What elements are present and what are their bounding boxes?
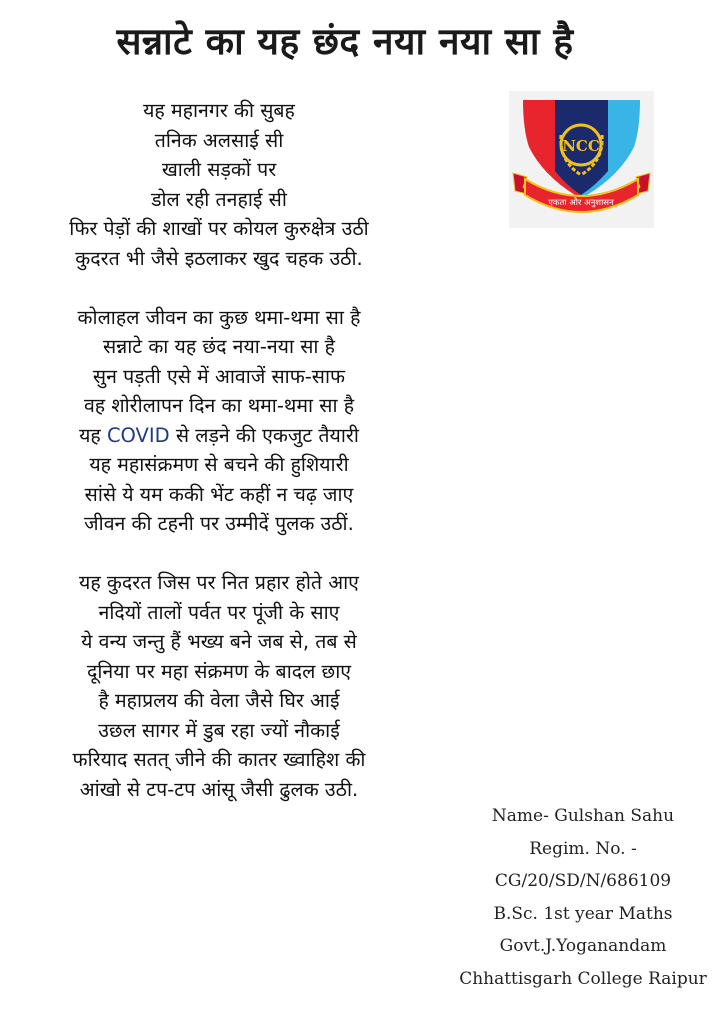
poem-line: सांसे ये यम ककी भेंट कहीं न चढ़ जाए bbox=[84, 482, 354, 506]
poem-title: सन्नाटे का यह छंद नया नया सा है bbox=[116, 20, 574, 63]
author-name: Name- Gulshan Sahu bbox=[491, 806, 675, 826]
poem-line: आंखो से टप-टप आंसू जैसी ढुलक उठी. bbox=[79, 777, 359, 801]
ncc-emblem-icon bbox=[509, 91, 654, 228]
poem-line: यह महानगर की सुबह bbox=[143, 99, 295, 122]
stanza-spacer bbox=[4, 273, 434, 303]
poem-line: फिर पेड़ों की शाखों पर कोयल कुरुक्षेत्र उठी bbox=[69, 217, 369, 240]
poem-line: खाली सड़कों पर bbox=[161, 158, 277, 181]
poem-line: डोल रही तनहाई सी bbox=[151, 187, 287, 211]
ncc-motto-text: एकता और अनुशासन bbox=[548, 198, 614, 208]
poem-line: तनिक अलसाई सी bbox=[154, 128, 284, 152]
line-part: यह bbox=[79, 423, 107, 447]
poem-line: जीवन की टहनी पर उम्मीदें पुलक उठीं. bbox=[84, 512, 354, 535]
regim-label: Regim. No. - bbox=[529, 838, 637, 859]
poem-line: सुन पड़ती एसे में आवाजें साफ-साफ bbox=[92, 364, 346, 388]
course: B.Sc. 1st year Maths bbox=[493, 903, 673, 924]
poem-line: कुदरत भी जैसे इठलाकर खुद चहक उठी. bbox=[75, 246, 363, 270]
poem-line: नदियों तालों पर्वत पर पूंजी के साए bbox=[98, 600, 340, 624]
poem-line: यह कुदरत जिस पर नित प्रहार होते आए bbox=[79, 571, 359, 594]
poem-line: फरियाद सतत् जीने की कातर ख्वाहिश की bbox=[72, 748, 366, 771]
covid-highlight: COVID bbox=[106, 423, 170, 447]
stanza-3 bbox=[4, 568, 434, 804]
stanza-1 bbox=[4, 96, 434, 273]
poem-line: है महाप्रलय की वेला जैसे घिर आई bbox=[98, 689, 340, 712]
poem-line: कोलाहल जीवन का कुछ थमा-थमा सा है bbox=[77, 305, 361, 329]
poem-line: उछल सागर में डुब रहा ज्यों नौकाई bbox=[98, 718, 340, 742]
college-line-1: Govt.J.Yoganandam bbox=[499, 936, 667, 956]
ncc-logo-text: NCC bbox=[562, 137, 600, 155]
poem-line: दूनिया पर महा संक्रमण के बादल छाए bbox=[86, 659, 352, 683]
author-info bbox=[440, 800, 726, 995]
college-line-2: Chhattisgarh College Raipur bbox=[459, 968, 707, 989]
poem-body bbox=[4, 96, 434, 804]
poem-line: ये वन्य जन्तु हैं भख्य बने जब से, तब से bbox=[81, 630, 357, 653]
poem-line: यह महासंक्रमण से बचने की हुशियारी bbox=[89, 453, 349, 476]
poem-line: वह शोरीलापन दिन का थमा-थमा सा है bbox=[83, 394, 355, 417]
ncc-logo bbox=[509, 91, 654, 228]
stanza-2 bbox=[4, 303, 434, 539]
stanza-spacer bbox=[4, 539, 434, 569]
poem-line-covid bbox=[4, 421, 434, 451]
poem-line: सन्नाटे का यह छंद नया-नया सा है bbox=[102, 335, 336, 358]
regim-number: CG/20/SD/N/686109 bbox=[494, 871, 672, 891]
line-part: से लड़ने की एकजुट तैयारी bbox=[169, 423, 359, 447]
